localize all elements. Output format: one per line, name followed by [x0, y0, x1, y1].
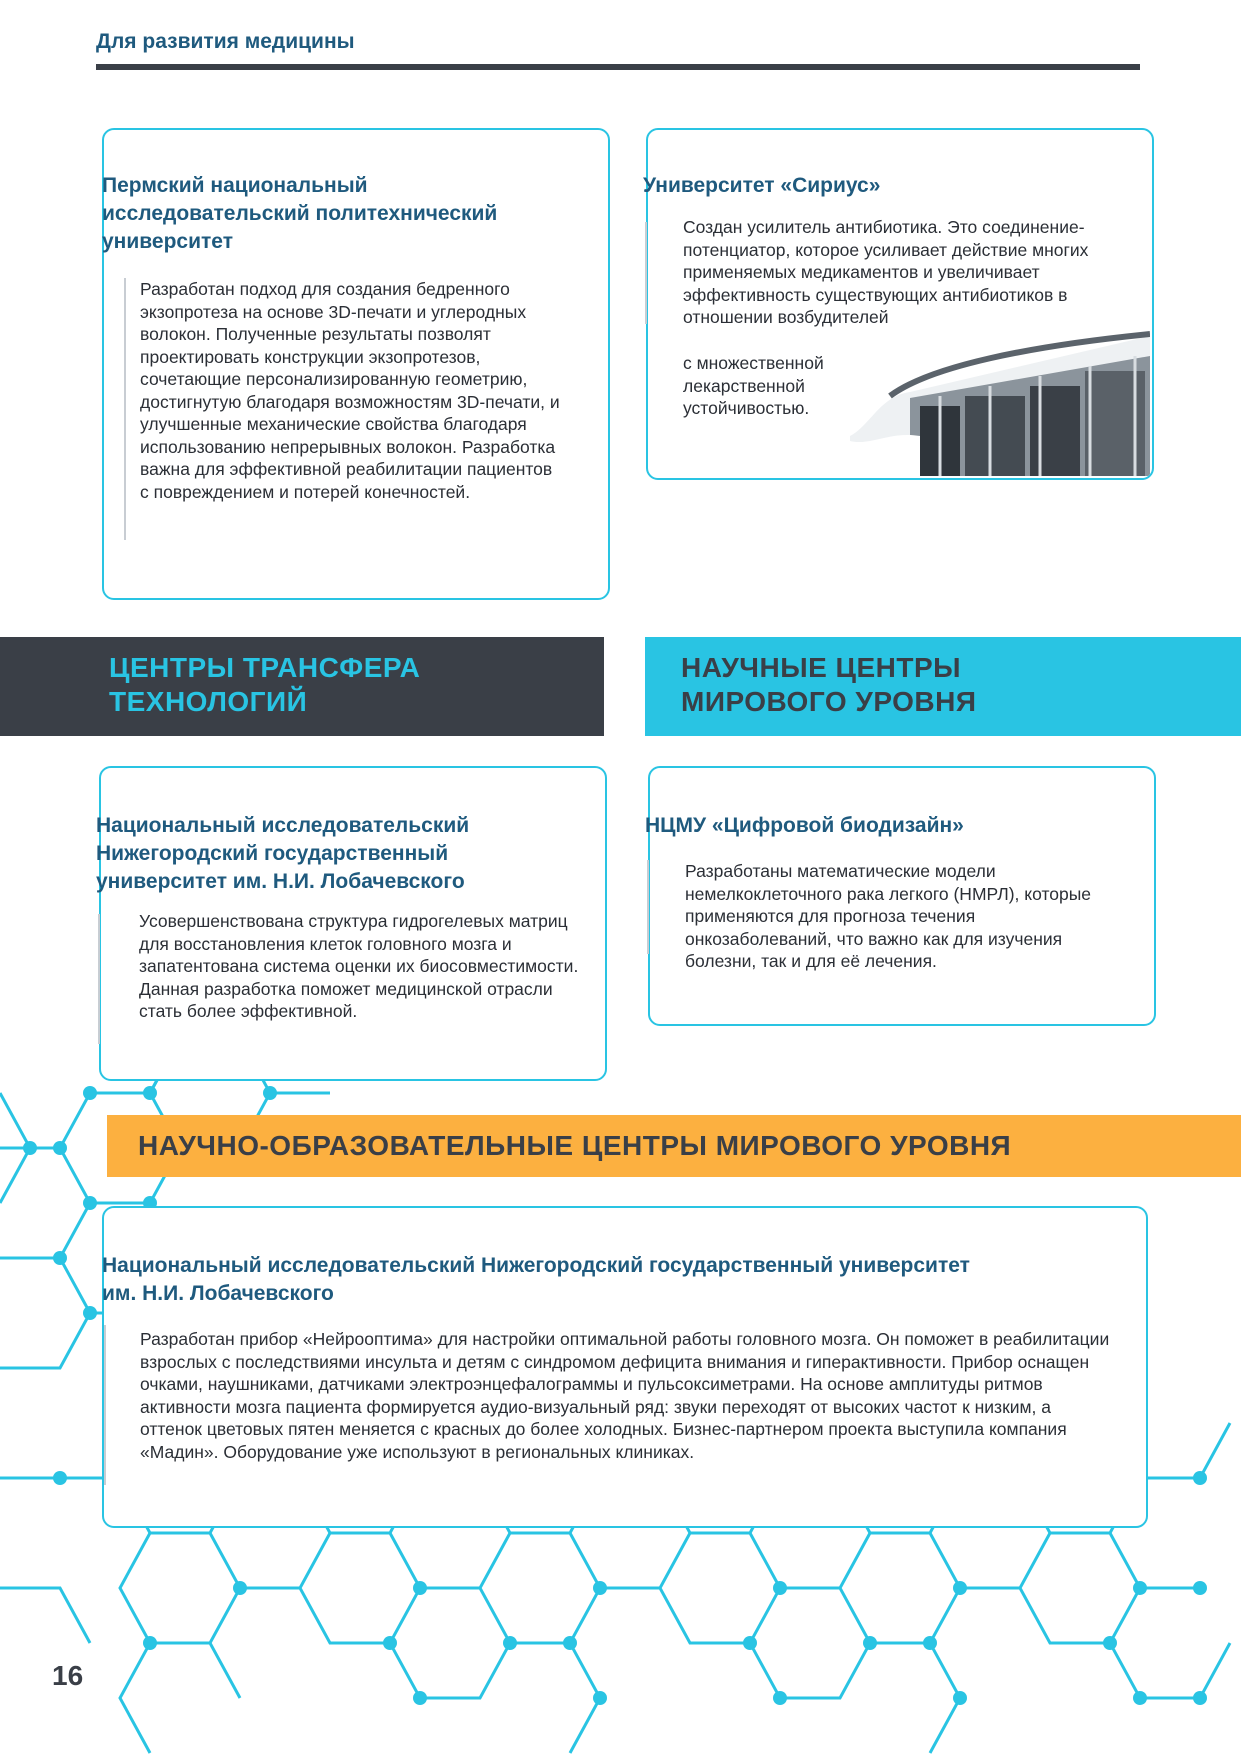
header-divider	[96, 64, 1140, 70]
card-sirius-title: Университет «Сириус»	[643, 174, 881, 197]
section-header-title: Для развития медицины	[96, 30, 355, 53]
card-perm-divider	[124, 278, 126, 540]
card-sirius-divider	[645, 222, 647, 324]
card-perm-body: Разработан подход для создания бедренного экзопротеза на основе 3D-печати и углеродных волокон. Полученные результаты позволят проектировать конструкции экзопротезов, сочетающие персонализированную геометрию, достигнутую благодаря возможностям 3D-печати, и улучшенные механические свойства благодаря использованию непрерывных волокон. Разработка важна для эффективной реабилитации пациентов с повреждением и потерей конечностей.	[140, 279, 560, 502]
banner-world-text: НАУЧНЫЕ ЦЕНТРЫ МИРОВОГО УРОВНЯ	[681, 652, 977, 717]
card-biodesign-divider	[647, 860, 649, 954]
card-nngu-divider	[98, 914, 100, 1044]
banner-education-text: НАУЧНО-ОБРАЗОВАТЕЛЬНЫЕ ЦЕНТРЫ МИРОВОГО УРОВНЯ	[138, 1130, 1012, 1161]
banner-world-centers	[645, 637, 1241, 736]
card-neuro-title: Национальный исследовательский Нижегородский государственный университет им. Н.И. Лобачевского	[102, 1254, 970, 1305]
banner-transfer-text: ЦЕНТРЫ ТРАНСФЕРА ТЕХНОЛОГИЙ	[109, 652, 421, 717]
card-biodesign-title: НЦМУ «Цифровой биодизайн»	[645, 814, 964, 837]
building-photo	[850, 326, 1150, 476]
banner-education-centers	[107, 1115, 1241, 1177]
card-biodesign-body: Разработаны математические модели немелкоклеточного рака легкого (НМРЛ), которые применяются для прогноза течения онкозаболеваний, что важно как для изучения болезни, так и для её лечения.	[685, 861, 1092, 971]
card-sirius-body-bottom: с множественной лекарственной устойчивостью.	[683, 353, 824, 418]
card-nngu-body: Усовершенствована структура гидрогелевых матриц для восстановления клеток головного мозга и запатентована система оценки их биосовместимости. Данная разработка поможет медицинской отрасли стать более эффективной.	[139, 911, 579, 1021]
card-nngu-title: Национальный исследовательский Нижегородский государственный университет им. Н.И. Лобачевского	[96, 814, 470, 893]
banner-transfer-centers	[0, 637, 604, 736]
card-neuro-divider	[104, 1325, 106, 1485]
page-number: 16	[52, 1660, 84, 1691]
card-sirius-body-top: Создан усилитель антибиотика. Это соединение-потенциатор, которое усиливает действие многих применяемых медикаментов и увеличивает эффективность существующих антибиотиков в отношении возбудителей	[683, 217, 1089, 327]
card-perm-title: Пермский национальный исследовательский политехнический университет	[102, 174, 498, 253]
card-neuro-body: Разработан прибор «Нейрооптима» для настройки оптимальной работы головного мозга. Он поможет в реабилитации взрослых с последствиями инсульта и детям с синдромом дефицита внимания и гиперактивности. Прибор оснащен очками, наушниками, датчиками электроэнцефалограммы и пульсоксиметрами. На основе амплитуды ритмов активности мозга пациента формируется аудио-визуальный ряд: звуки переходят от высоких частот к низким, а оттенок цветовых пятен меняется с красных до более холодных. Бизнес-партнером проекта выступила компания «Мадин». Оборудование уже используют в региональных клиниках.	[140, 1329, 1110, 1462]
